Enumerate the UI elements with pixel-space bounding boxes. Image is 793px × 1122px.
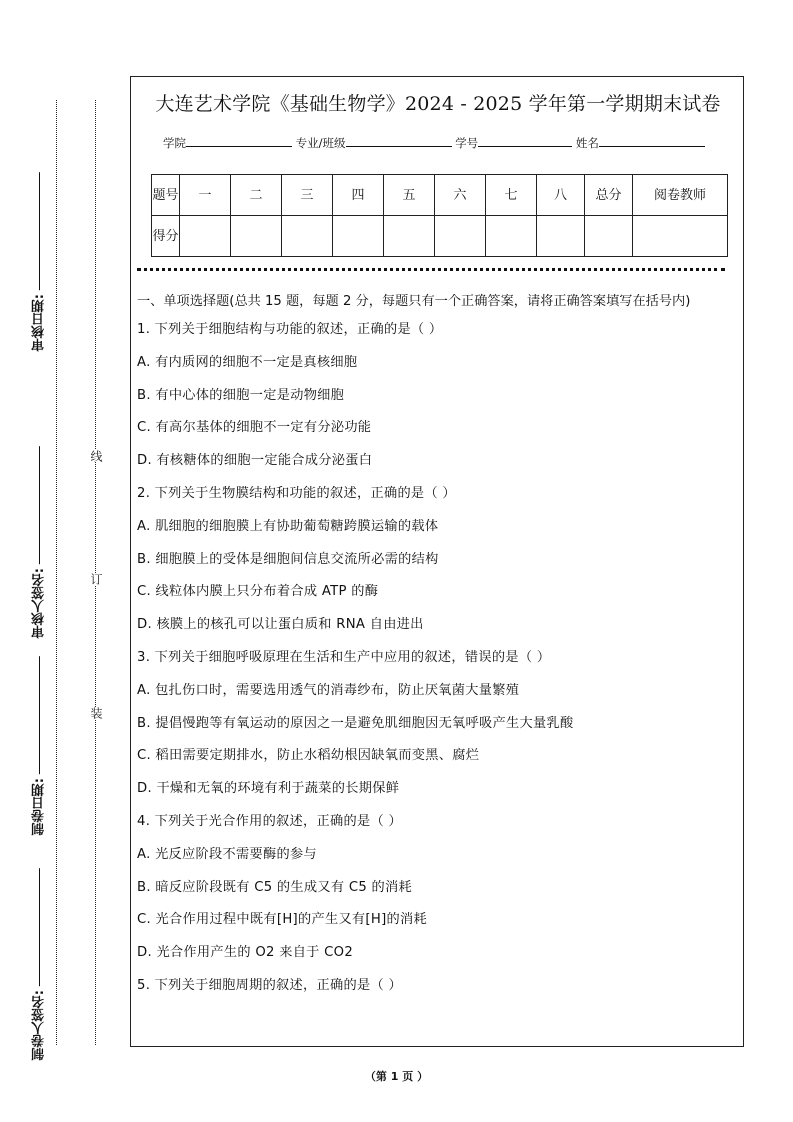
score-table-header-row (152, 175, 728, 216)
answer-option: B. 暗反应阶段既有 C5 的生成又有 C5 的消耗 (137, 879, 413, 895)
score-cell[interactable] (486, 216, 537, 257)
question-stem: 2. 下列关于生物膜结构和功能的叙述，正确的是（ ） (137, 485, 456, 501)
student-id-label: 学号 (455, 136, 479, 150)
question-stem: 3. 下列关于细胞呼吸原理在生活和生产中应用的叙述，错误的是（ ） (137, 649, 551, 665)
name-label: 姓名 (575, 136, 599, 150)
score-cell-total[interactable] (585, 216, 633, 257)
score-cell[interactable] (537, 216, 585, 257)
col-header: 七 (486, 175, 537, 216)
major-class-field[interactable] (346, 133, 452, 147)
answer-option: C. 稻田需要定期排水，防止水稻幼根因缺氧而变黑、腐烂 (137, 748, 480, 764)
col-header-total: 总分 (585, 175, 633, 216)
binding-mark-xian: 线 (89, 450, 103, 462)
col-header: 五 (384, 175, 435, 216)
col-header: 八 (537, 175, 585, 216)
answer-option: D. 核膜上的核孔可以让蛋白质和 RNA 自由进出 (137, 617, 424, 633)
col-header-grader: 阅卷教师 (633, 175, 728, 216)
question-stem: 4. 下列关于光合作用的叙述，正确的是（ ） (137, 813, 402, 829)
col-header: 一 (180, 175, 231, 216)
major-class-label: 专业/班级 (295, 136, 346, 150)
name-field[interactable] (599, 133, 705, 147)
score-table (151, 174, 728, 257)
review-date-label: 审核日期: (30, 172, 49, 351)
exam-title: 大连艺术学院《基础生物学》2024 - 2025 学年第一学期期末试卷 (155, 93, 721, 115)
answer-option: C. 有高尔基体的细胞不一定有分泌功能 (137, 420, 372, 436)
answer-option: C. 光合作用过程中既有[H]的产生又有[H]的消耗 (137, 912, 427, 928)
row-label-question-number: 题号 (152, 175, 180, 216)
score-cell[interactable] (333, 216, 384, 257)
college-field[interactable] (186, 133, 292, 147)
answer-option: A. 包扎伤口时，需要选用透气的消毒纱布，防止厌氧菌大量繁殖 (137, 682, 520, 698)
dotted-separator (137, 268, 725, 271)
score-cell[interactable] (180, 216, 231, 257)
question-content (137, 291, 741, 1009)
answer-option: B. 提倡慢跑等有氧运动的原因之一是避免肌细胞因无氧呼吸产生大量乳酸 (137, 715, 574, 731)
answer-option: D. 光合作用产生的 O2 来自于 CO2 (137, 945, 354, 961)
score-cell[interactable] (435, 216, 486, 257)
score-table-score-row (152, 216, 728, 257)
binding-mark-ding: 订 (89, 573, 103, 585)
col-header: 六 (435, 175, 486, 216)
question-stem: 5. 下列关于细胞周期的叙述，正确的是（ ） (137, 977, 402, 993)
binding-line-left (56, 100, 57, 1045)
answer-option: C. 线粒体内膜上只分布着合成 ATP 的酶 (137, 584, 379, 600)
answer-option: D. 干燥和无氧的环境有利于蔬菜的长期保鲜 (137, 781, 400, 797)
answer-option: D. 有核糖体的细胞一定能合成分泌蛋白 (137, 453, 373, 469)
answer-option: A. 有内质网的细胞不一定是真核细胞 (137, 354, 358, 370)
question-stem: 1. 下列关于细胞结构与功能的叙述，正确的是（ ） (137, 322, 443, 337)
score-cell[interactable] (231, 216, 282, 257)
college-label: 学院 (163, 136, 186, 150)
col-header: 二 (231, 175, 282, 216)
page-number: （第 1 页 ） (364, 1070, 429, 1083)
score-cell-grader[interactable] (633, 216, 728, 257)
answer-option: A. 肌细胞的细胞膜上有协助葡萄糖跨膜运输的载体 (137, 518, 439, 534)
col-header: 三 (282, 175, 333, 216)
section-header: 一、单项选择题(总共 15 题，每题 2 分，每题只有一个正确答案，请将正确答案填写在括号内) (137, 294, 691, 309)
compiler-signature-label: 制卷人签名: (30, 868, 49, 1060)
binding-mark-zhuang: 装 (89, 707, 103, 719)
answer-option: B. 细胞膜上的受体是细胞间信息交流所必需的结构 (137, 551, 439, 567)
compile-date-label: 制卷日期: (30, 656, 49, 835)
score-cell[interactable] (384, 216, 435, 257)
question-lines (137, 320, 741, 1009)
student-id-field[interactable] (478, 133, 572, 147)
answer-option: B. 有中心体的细胞一定是动物细胞 (137, 387, 345, 403)
answer-option: A. 光反应阶段不需要酶的参与 (137, 846, 317, 862)
exam-frame (130, 76, 744, 1047)
student-info-row (163, 133, 705, 151)
reviewer-signature-label: 审核人签名: (30, 446, 49, 638)
col-header: 四 (333, 175, 384, 216)
row-label-score: 得分 (152, 216, 180, 257)
score-cell[interactable] (282, 216, 333, 257)
